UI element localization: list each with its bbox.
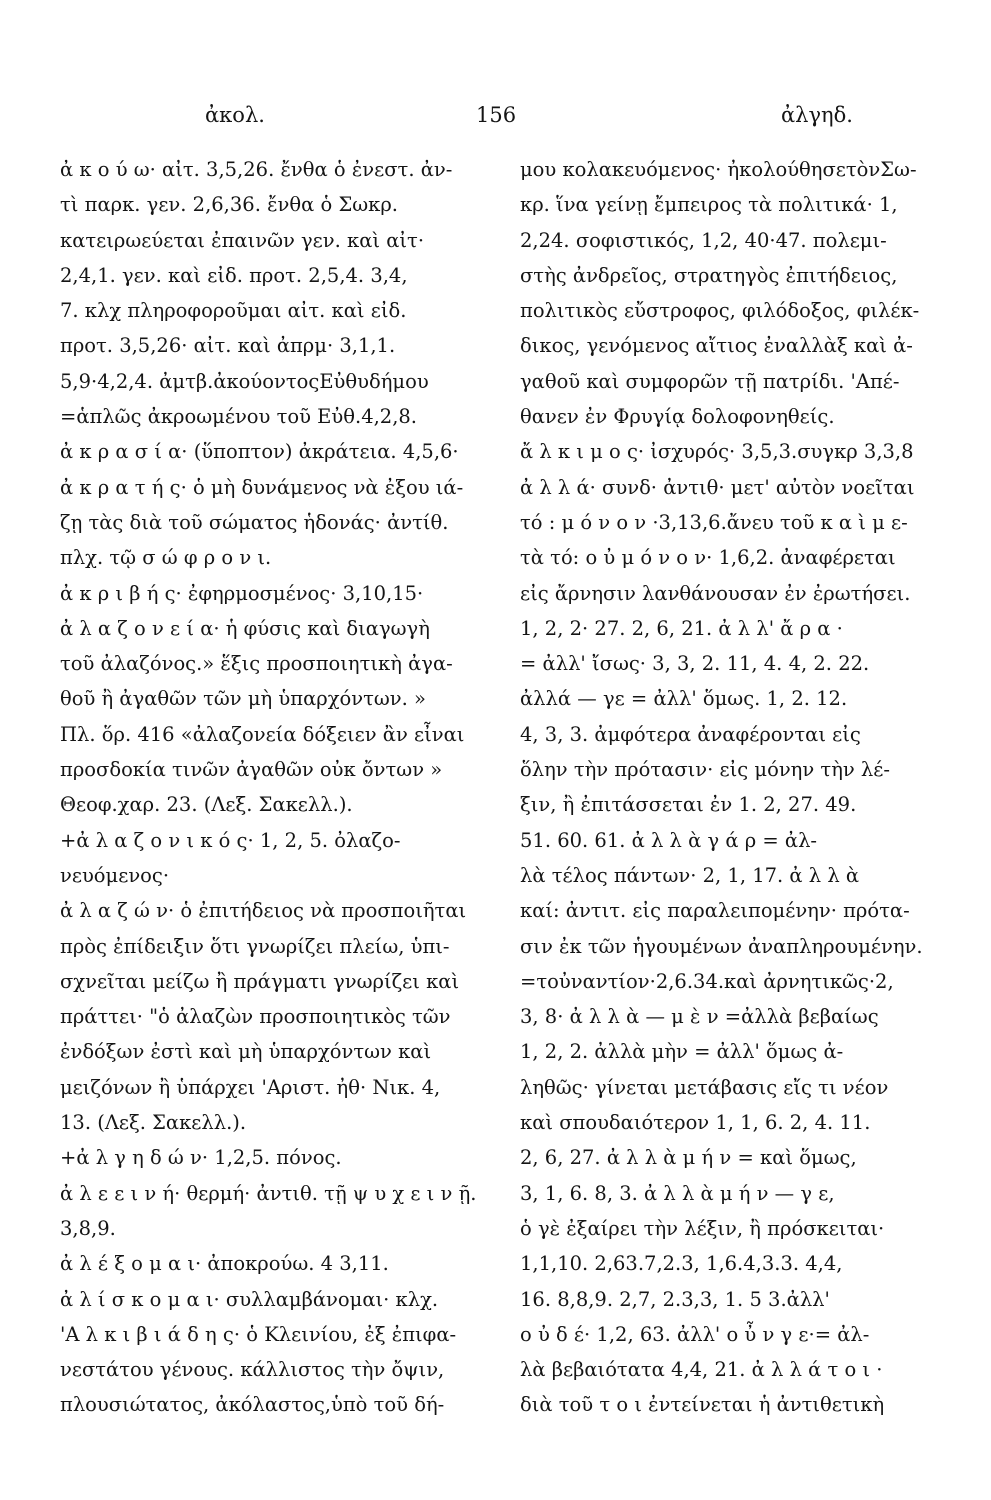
text-line: κρ. ἵνα γείνῃ ἔμπειρος τὰ πολιτικά· 1, (520, 193, 898, 217)
text-line: ἀ λ α ζ ώ ν· ὁ ἐπιτήδειος νὰ προσποιῆται (60, 899, 467, 923)
text-line: θοῦ ἢ ἀγαθῶν τῶν μὴ ὑπαρχόντων. » (60, 687, 426, 711)
text-line: νευόμενος· (60, 863, 170, 887)
text-line: ἐνδόξων ἐστὶ καὶ μὴ ὑπαρχόντων καὶ (60, 1040, 432, 1064)
text-line: ἀλλά — γε = ἀλλ' ὅμως. 1, 2. 12. (520, 687, 848, 711)
text-line: 3, 8· ἀ λ λ ὰ — μ ὲ ν =ἀλλὰ βεβαίως (520, 1005, 879, 1029)
text-line: τοῦ ἀλαζόνος.» ἕξις προσποιητικὴ ἀγα- (60, 652, 453, 676)
text-line: 2,4,1. γεν. καὶ εἰδ. προτ. 2,5,4. 3,4, (60, 263, 408, 287)
text-line: ξιν, ἢ ἐπιτάσσεται ἐν 1. 2, 27. 49. (520, 793, 857, 817)
page-number: 156 (476, 103, 517, 127)
text-line: 2, 6, 27. ἀ λ λ ὰ μ ή ν = καὶ ὅμως, (520, 1146, 857, 1170)
text-line: λὰ βεβαιότατα 4,4, 21. ἀ λ λ ά τ ο ι · (520, 1358, 883, 1382)
text-line: 1,1,10. 2,63.7,2.3, 1,6.4,3.3. 4,4, (520, 1252, 843, 1276)
text-line: διὰ τοῦ τ ο ι ἐντείνεται ἡ ἀντιθετικὴ (520, 1393, 885, 1417)
text-line: τὶ παρκ. γεν. 2,6,36. ἔνθα ὁ Σωκρ. (60, 193, 398, 217)
text-line: σχνεῖται μείζω ἢ πράγματι γνωρίζει καὶ (60, 969, 460, 993)
text-line: προσδοκία τινῶν ἀγαθῶν οὐκ ὄντων » (60, 758, 443, 782)
text-line: Πλ. ὅρ. 416 «ἀλαζονεία δόξειεν ἂν εἶναι (60, 722, 465, 746)
text-line: =ἁπλῶς ἀκροωμένου τοῦ Εὐθ.4,2,8. (60, 405, 418, 429)
text-line: μειζόνων ἢ ὑπάρχει 'Αριστ. ἠθ· Νικ. 4, (60, 1075, 441, 1099)
text-line: 'Α λ κ ι β ι ά δ η ς· ὁ Κλεινίου, ἐξ ἐπιφα- (60, 1322, 457, 1346)
text-line: 51. 60. 61. ἀ λ λ ὰ γ ά ρ = ἀλ- (520, 828, 818, 852)
text-line: λὰ τέλος πάντων· 2, 1, 17. ἀ λ λ ὰ (520, 863, 860, 887)
text-line: 1, 2, 2. ἀλλὰ μὴν = ἀλλ' ὅμως ἀ- (520, 1040, 844, 1064)
text-line: +ἀ λ γ η δ ώ ν· 1,2,5. πόνος. (60, 1146, 342, 1170)
text-line: ἄ λ κ ι μ ο ς· ἰσχυρός· 3,5,3.συγκρ 3,3,8 (520, 440, 914, 464)
text-line: ἀ λ α ζ ο ν ε ί α· ἡ φύσις καὶ διαγωγὴ (60, 616, 430, 640)
text-line: +ἀ λ α ζ ο ν ι κ ό ς· 1, 2, 5. ὀλαζο- (60, 828, 401, 852)
left-column (60, 152, 494, 1423)
text-line: δικος, γενόμενος αἴτιος ἐναλλὰξ καὶ ἀ- (520, 334, 913, 358)
text-line: = ἀλλ' ἴσως· 3, 3, 2. 11, 4. 4, 2. 22. (520, 652, 870, 676)
text-line: ἀ λ ε ε ι ν ή· θερμή· ἀντιθ. τῇ ψ υ χ ε ι ν ῇ. (60, 1181, 477, 1205)
text-line: γαθοῦ καὶ συμφορῶν τῇ πατρίδι. 'Απέ- (520, 369, 900, 393)
text-line: Θεοφ.χαρ. 23. (Λεξ. Σακελλ.). (60, 793, 353, 817)
text-line: ὅλην τὴν πρότασιν· εἰς μόνην τὴν λέ- (520, 758, 890, 782)
text-line: ζῃ τὰς διὰ τοῦ σώματος ἡδονάς· ἀντίθ. (60, 510, 449, 534)
text-line: 4, 3, 3. ἀμφότερα ἀναφέρονται εἰς (520, 722, 861, 746)
text-line: 13. (Λεξ. Σακελλ.). (60, 1111, 247, 1135)
text-line: =τοὐναντίον·2,6.34.καὶ ἀρνητικῶς·2, (520, 969, 894, 993)
text-line: 1, 2, 2· 27. 2, 6, 21. ἀ λ λ' ἄ ρ α · (520, 616, 843, 640)
text-line: 3, 1, 6. 8, 3. ἀ λ λ ὰ μ ή ν — γ ε, (520, 1181, 835, 1205)
page-header (0, 103, 991, 143)
text-line: τό : μ ό ν ο ν ·3,13,6.ἄνευ τοῦ κ α ὶ μ ε- (520, 510, 908, 534)
text-line: ἀ κ ρ ι β ή ς· ἐφηρμοσμένος· 3,10,15· (60, 581, 424, 605)
text-line: πλουσιώτατος, ἀκόλαστος,ὑπὸ τοῦ δή- (60, 1393, 445, 1417)
text-line: ἀ λ ί σ κ ο μ α ι· συλλαμβάνομαι· κλχ. (60, 1287, 439, 1311)
text-line: 7. κλχ πληροφοροῦμαι αἰτ. καὶ εἰδ. (60, 299, 407, 323)
text-line: εἰς ἄρνησιν λανθάνουσαν ἐν ἐρωτήσει. (520, 581, 911, 605)
text-line: νεστάτου γένους. κάλλιστος τὴν ὄψιν, (60, 1358, 445, 1382)
text-line: ληθῶς· γίνεται μετάβασις εἴς τι νέον (520, 1075, 889, 1099)
text-line: καί: ἀντιτ. εἰς παραλειπομένην· πρότα- (520, 899, 910, 923)
text-line: ὁ γὲ ἐξαίρει τὴν λέξιν, ἢ πρόσκειται· (520, 1216, 885, 1240)
text-line: πράττει· "ὁ ἀλαζὼν προσποιητικὸς τῶν (60, 1005, 451, 1029)
text-line: προτ. 3,5,26· αἰτ. καὶ ἀπρμ· 3,1,1. (60, 334, 396, 358)
text-line: 16. 8,8,9. 2,7, 2.3,3, 1. 5 3.ἀλλ' (520, 1287, 830, 1311)
text-line: πολιτικὸς εὔστροφος, φιλόδοξος, φιλέκ- (520, 299, 920, 323)
text-line: θανεν ἐν Φρυγίᾳ δολοφονηθείς. (520, 405, 835, 429)
text-line: 2,24. σοφιστικός, 1,2, 40·47. πολεμι- (520, 228, 887, 252)
text-line: πλχ. τῷ σ ώ φ ρ ο ν ι. (60, 546, 272, 570)
text-line: 5,9·4,2,4. ἀμτβ.ἀκούοντοςΕὐθυδήμου (60, 369, 429, 393)
text-line: καὶ σπουδαιότερον 1, 1, 6. 2, 4. 11. (520, 1111, 871, 1135)
text-line: σιν ἐκ τῶν ἡγουμένων ἀναπληρουμένην. (520, 934, 923, 958)
text-line: ο ὐ δ έ· 1,2, 63. ἀλλ' ο ὖ ν γ ε·= ἀλ- (520, 1322, 870, 1346)
text-line: στὴς ἀνδρεῖος, στρατηγὸς ἐπιτήδειος, (520, 263, 898, 287)
text-line: κατειρωεύεται ἐπαινῶν γεν. καὶ αἰτ· (60, 228, 425, 252)
text-line: ἀ λ έ ξ ο μ α ι· ἀποκρούω. 4 3,11. (60, 1252, 389, 1276)
text-line: ἀ λ λ ά· συνδ· ἀντιθ· μετ' αὐτὸν νοεῖται (520, 475, 915, 499)
header-left-guide-word: ἀκολ. (205, 103, 265, 127)
text-line: 3,8,9. (60, 1216, 116, 1240)
text-line: μου κολακευόμενος· ἠκολούθησετὸνΣω- (520, 158, 917, 181)
text-line: τὰ τό: ο ὐ μ ό ν ο ν· 1,6,2. ἀναφέρεται (520, 546, 896, 570)
text-line: ἀ κ ρ α τ ή ς· ὁ μὴ δυνάμενος νὰ ἐξου ιά- (60, 475, 464, 499)
text-line: ἀ κ ο ύ ω· αἰτ. 3,5,26. ἔνθα ὁ ἐνεστ. ἀν- (60, 158, 453, 181)
header-right-guide-word: ἀλγηδ. (781, 103, 853, 127)
text-line: ἀ κ ρ α σ ί α· (ὕποπτον) ἀκράτεια. 4,5,6· (60, 440, 459, 464)
text-line: πρὸς ἐπίδειξιν ὅτι γνωρίζει πλείω, ὑπι- (60, 934, 450, 958)
right-column (520, 152, 932, 1423)
